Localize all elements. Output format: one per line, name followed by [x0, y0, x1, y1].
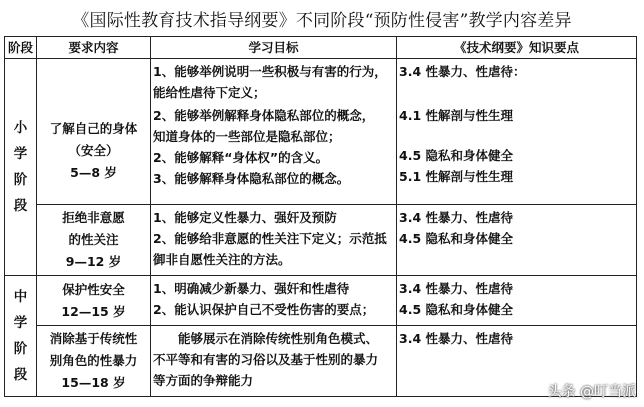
knowledge-cell — [397, 59, 637, 205]
stage-char: 阶 — [13, 341, 28, 357]
knowledge-line: 5.1 性解剖与性生理 — [399, 169, 513, 184]
goal-line: 等方面的争辩能力 — [153, 373, 254, 388]
goal-line: 2、能够举例解释身体隐私部位的概念， — [153, 108, 375, 123]
knowledge-line: 3.4 性暴力、性虐待： — [399, 64, 526, 79]
requirement-text: 别角色的性暴力 — [49, 353, 138, 368]
goal-line: 能够展示在消除传统性别角色模式、 — [153, 331, 379, 346]
table-row — [5, 59, 637, 205]
requirement-cell — [37, 59, 151, 205]
goal-line: 知道身体的一些部位是隐私部位； — [153, 129, 341, 144]
goal-line: 不平等和有害的习俗以及基于性别的暴力 — [153, 352, 379, 367]
goal-line: 御非自愿性关注的方法。 — [153, 252, 291, 267]
stage-char: 学 — [13, 315, 28, 331]
table-row — [5, 326, 637, 397]
stage-char: 段 — [13, 198, 28, 214]
stage-char: 阶 — [13, 172, 28, 188]
table-row — [5, 276, 637, 326]
requirement-text: （安全） — [68, 142, 119, 158]
header-stage: 阶段 — [5, 37, 37, 59]
requirement-cell — [37, 326, 151, 397]
requirement-text: 了解自己的身体 — [49, 120, 138, 136]
goal-line: 2、能够解释“身体权”的含义。 — [153, 150, 329, 165]
goal-line: 1、明确减少新暴力、强奸和性虐待 — [153, 281, 350, 296]
page-title: 《国际性教育技术指导纲要》不同阶段“预防性侵害”教学内容差异 — [72, 11, 572, 31]
header-row — [5, 37, 637, 59]
goal-line: 1、能够定义性暴力、强奸及预防 — [153, 210, 337, 225]
goal-line: 3、能够解释身体隐私部位的概念。 — [153, 171, 350, 186]
requirement-text: 消除基于传统性 — [49, 331, 138, 346]
requirement-text: 拒绝非意愿 — [62, 210, 125, 225]
stage-char: 中 — [13, 289, 28, 305]
knowledge-line: 4.1 性解剖与性生理 — [399, 108, 513, 123]
table-row — [5, 205, 637, 276]
goal-line: 2、能认识保护自己不受性伤害的要点； — [153, 302, 375, 317]
goal-line: 2、能够给非意愿的性关注下定义；示范抵 — [153, 231, 387, 246]
stage-char: 学 — [13, 146, 28, 162]
header-requirement: 要求内容 — [37, 37, 151, 59]
requirement-cell — [37, 205, 151, 276]
requirement-cell — [37, 276, 151, 326]
knowledge-cell — [397, 276, 637, 326]
header-goals: 学习目标 — [151, 37, 397, 59]
requirement-text: 的性关注 — [68, 232, 119, 247]
knowledge-line: 3.4 性暴力、性虐待 — [399, 331, 513, 346]
goals-cell — [151, 59, 397, 205]
goals-cell — [151, 276, 397, 326]
stage-middle — [5, 276, 37, 397]
goals-cell — [151, 205, 397, 276]
knowledge-line: 3.4 性暴力、性虐待 — [399, 210, 513, 225]
knowledge-line: 4.5 隐私和身体健全 — [399, 148, 513, 163]
knowledge-cell — [397, 205, 637, 276]
header-knowledge: 《技术纲要》知识要点 — [397, 37, 637, 59]
goals-cell — [151, 326, 397, 397]
knowledge-line: 3.4 性暴力、性虐待 — [399, 281, 513, 296]
stage-char: 小 — [13, 120, 28, 136]
knowledge-line: 4.5 隐私和身体健全 — [399, 231, 513, 246]
requirement-age: 5—8 岁 — [70, 164, 117, 180]
goal-line: 1、能够举例说明一些积极与有害的行为， — [153, 64, 387, 79]
requirement-age: 12—15 岁 — [61, 303, 126, 319]
requirement-age: 9—12 岁 — [65, 254, 122, 269]
goal-line: 能给性虐待下定义； — [153, 85, 266, 100]
watermark: 头条 @叮当派 — [547, 384, 636, 400]
requirement-age: 15—18 岁 — [61, 375, 126, 390]
stage-primary — [5, 59, 37, 276]
curriculum-table — [4, 36, 637, 397]
requirement-text: 保护性安全 — [62, 281, 125, 297]
knowledge-line: 4.5 隐私和身体健全 — [399, 302, 513, 317]
stage-char: 段 — [13, 367, 28, 383]
